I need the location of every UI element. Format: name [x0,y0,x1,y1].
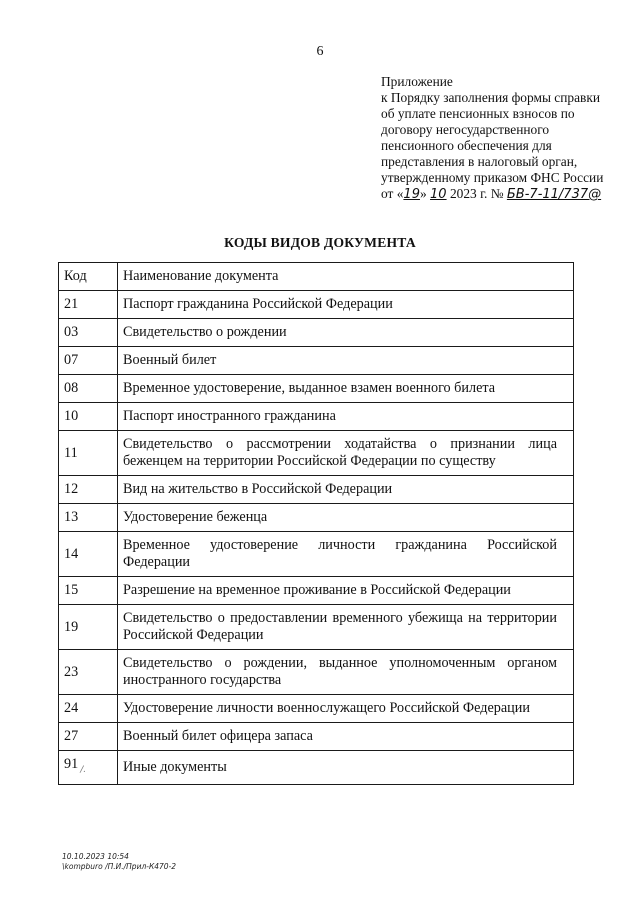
row-name: Военный билет офицера запаса [118,723,574,751]
footer [62,852,176,872]
table-row [59,431,574,476]
row-code [59,650,118,695]
row-code [59,375,118,403]
row-name: Иные документы [118,751,574,785]
row-code-text: 19 [64,618,79,635]
appendix-line: пенсионного обеспечения для [381,138,552,153]
row-code [59,504,118,532]
row-code-text: 11 [64,444,78,461]
appendix-line: представления в налоговый орган, [381,154,578,169]
table-row [59,650,574,695]
document-codes-table [58,262,574,785]
row-name: Паспорт гражданина Российской Федерации [118,291,574,319]
row-mark: /. [80,764,87,775]
row-name: Временное удостоверение личности гражданина Российской Федерации [118,532,574,577]
table-row [59,751,574,785]
order-number: БВ-7-11/737@ [506,187,602,202]
header-name: Наименование документа [118,263,574,291]
row-code [59,319,118,347]
order-year-label: 2023 г. № [449,186,504,201]
row-name: Свидетельство о предоставлении временного убежища на территории Российской Федерации [118,605,574,650]
table-header-row [59,263,574,291]
table-row [59,504,574,532]
row-code-text: 91 [64,756,79,772]
table-row [59,319,574,347]
row-name: Удостоверение личности военнослужащего Российской Федерации [118,695,574,723]
row-name: Свидетельство о рождении [118,319,574,347]
table-row [59,291,574,319]
row-code-text: 08 [64,380,79,396]
appendix-line: договору негосударственного [381,122,550,137]
table-row [59,532,574,577]
appendix-block [381,74,631,203]
date-prefix: от « [381,186,404,201]
row-code-text: 10 [64,408,79,424]
table-row [59,476,574,504]
table-row [59,577,574,605]
row-code-text: 03 [64,324,79,340]
appendix-line: об уплате пенсионных взносов по [381,106,575,121]
row-code-text: 27 [64,728,79,744]
table-row [59,347,574,375]
order-month: 10 [430,187,447,202]
row-code [59,605,118,650]
table-row [59,723,574,751]
footer-timestamp: 10.10.2023 10:54 [62,852,129,861]
row-name: Удостоверение беженца [118,504,574,532]
row-code [59,291,118,319]
row-code [59,723,118,751]
appendix-line: к Порядку заполнения формы справки [381,90,601,105]
header-code: Код [59,263,118,291]
row-code [59,347,118,375]
table-row [59,403,574,431]
order-date-line [381,186,631,203]
row-code [59,751,118,785]
row-code [59,403,118,431]
row-name: Свидетельство о рассмотрении ходатайства о признании лица беженцем на территории Российской Федерации по существу [118,431,574,476]
table-row [59,695,574,723]
row-code-text: 24 [64,700,79,716]
footer-reference: \kompburo /П.И./Прил-К470-2 [62,862,177,871]
table-row [59,605,574,650]
table-row [59,375,574,403]
order-day: 19 [403,187,420,202]
row-code-text: 12 [64,481,79,497]
row-name: Паспорт иностранного гражданина [118,403,574,431]
row-name: Вид на жительство в Российской Федерации [118,476,574,504]
row-code-text: 15 [64,582,79,598]
page-number: 6 [316,44,324,59]
row-code-text: 21 [64,296,79,312]
row-code [59,476,118,504]
row-code [59,532,118,577]
appendix-line: Приложение [381,74,453,89]
row-code-text: 14 [64,545,79,562]
date-separator: » [419,186,427,201]
row-name: Разрешение на временное проживание в Российской Федерации [118,577,574,605]
appendix-line: утвержденному приказом ФНС России [381,170,604,185]
row-code-text: 07 [64,352,79,368]
row-code [59,695,118,723]
document-title: КОДЫ ВИДОВ ДОКУМЕНТА [224,235,416,250]
row-code-text: 13 [64,509,79,525]
row-code-text: 23 [64,663,79,680]
row-name: Военный билет [118,347,574,375]
row-code [59,577,118,605]
row-code [59,431,118,476]
row-name: Временное удостоверение, выданное взамен военного билета [118,375,574,403]
row-name: Свидетельство о рождении, выданное уполномоченным органом иностранного государства [118,650,574,695]
